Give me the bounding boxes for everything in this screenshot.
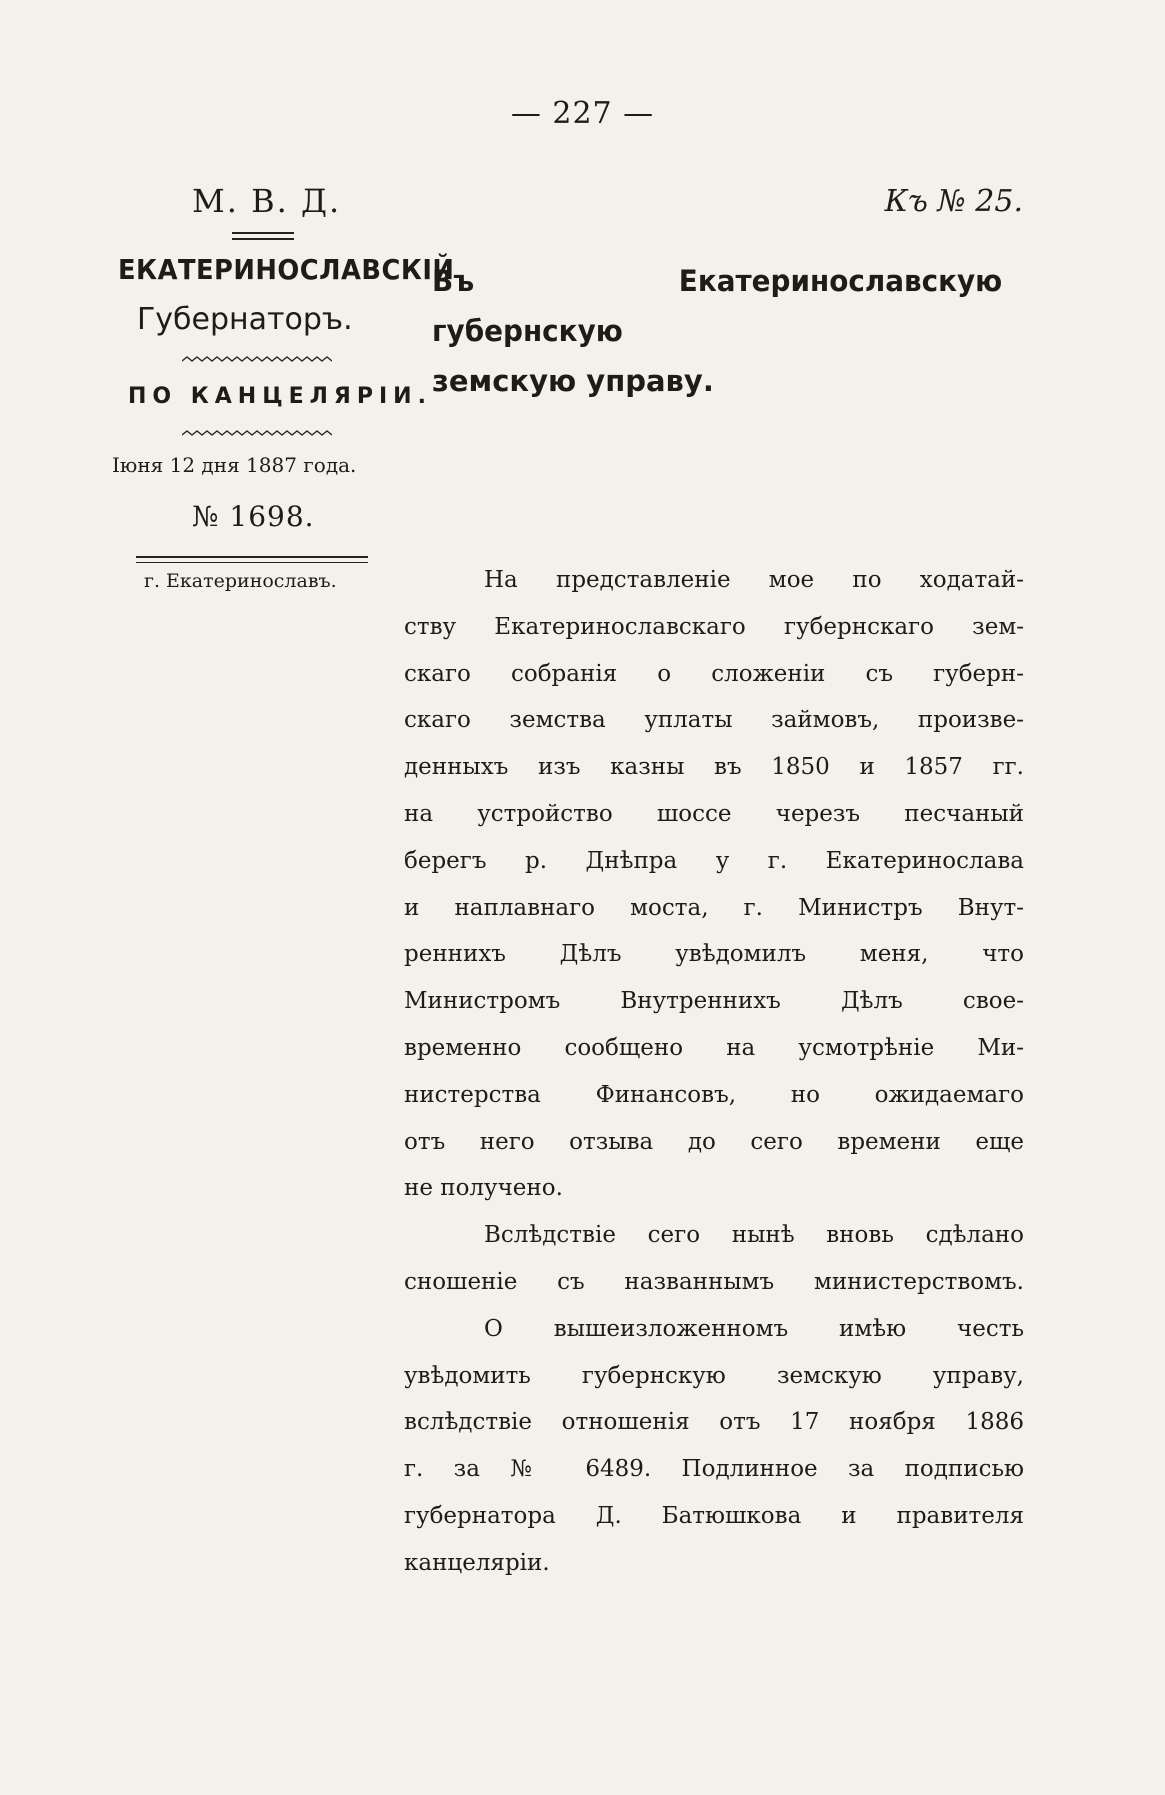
body-line: увѣдомить губернскую земскую управу, (404, 1362, 1024, 1389)
office-label: ПО КАНЦЕЛЯРІИ. (128, 384, 432, 409)
body-line: и наплавнаго моста, г. Министръ Внут- (404, 894, 1024, 921)
document-date: Іюня 12 дня 1887 года. (112, 453, 357, 477)
wavy-divider-1 (182, 356, 332, 366)
body-line: скаго земства уплаты займовъ, произве- (404, 707, 1024, 734)
page-number: — 227 — (510, 96, 655, 131)
body-line: г. за № 6489. Подлинное за подписью (404, 1456, 1024, 1483)
addressee (432, 256, 1026, 406)
document-place: г. Екатеринославъ. (144, 570, 337, 592)
body-line: сношеніе съ названнымъ министерствомъ. (404, 1268, 1024, 1295)
body-line: на устройство шоссе черезъ песчаный (404, 800, 1024, 827)
body-line: не получено. (404, 1175, 563, 1202)
ministry-double-rule (232, 232, 294, 240)
issuer-title: ЕКАТЕРИНОСЛАВСКІЙ (118, 253, 455, 286)
body-line: нистерства Финансовъ, но ожидаемаго (404, 1081, 1024, 1108)
body-line: временно сообщено на усмотрѣніе Ми- (404, 1034, 1024, 1061)
ministry-abbreviation: М. В. Д. (192, 182, 342, 220)
body-line: скаго собранія о сложеніи съ губерн- (404, 660, 1024, 687)
issuer-governor: Губернаторъ. (137, 302, 353, 337)
reference-number: Къ № 25. (884, 184, 1023, 219)
body-line: О вышеизложенномъ имѣю честь (484, 1315, 1024, 1342)
body-line: Министромъ Внутреннихъ Дѣлъ свое- (404, 988, 1024, 1015)
body-line: берегъ р. Днѣпра у г. Екатеринослава (404, 847, 1024, 874)
wavy-divider-2 (182, 430, 332, 440)
body-line: ству Екатеринославскаго губернскаго зем- (404, 613, 1024, 640)
header-rule (136, 556, 368, 563)
body-line: На представленіе мое по ходатай- (484, 567, 1024, 593)
addressee-line-1: Въ Екатеринославскую губернскую (432, 264, 1003, 348)
body-line: отъ него отзыва до сего времени еще (404, 1128, 1024, 1155)
body-line: вслѣдствіе отношенія отъ 17 ноября 1886 (404, 1409, 1024, 1436)
body-line: Вслѣдствіе сего нынѣ вновь сдѣлано (484, 1222, 1024, 1249)
document-number: № 1698. (192, 500, 315, 533)
body-line: денныхъ изъ казны въ 1850 и 1857 гг. (404, 754, 1024, 781)
body-line: реннихъ Дѣлъ увѣдомилъ меня, что (404, 941, 1024, 968)
letter-body (404, 557, 1024, 1587)
addressee-line-2: земскую управу. (432, 364, 714, 398)
body-line: канцеляріи. (404, 1549, 550, 1576)
body-line: губернатора Д. Батюшкова и правителя (404, 1502, 1024, 1529)
